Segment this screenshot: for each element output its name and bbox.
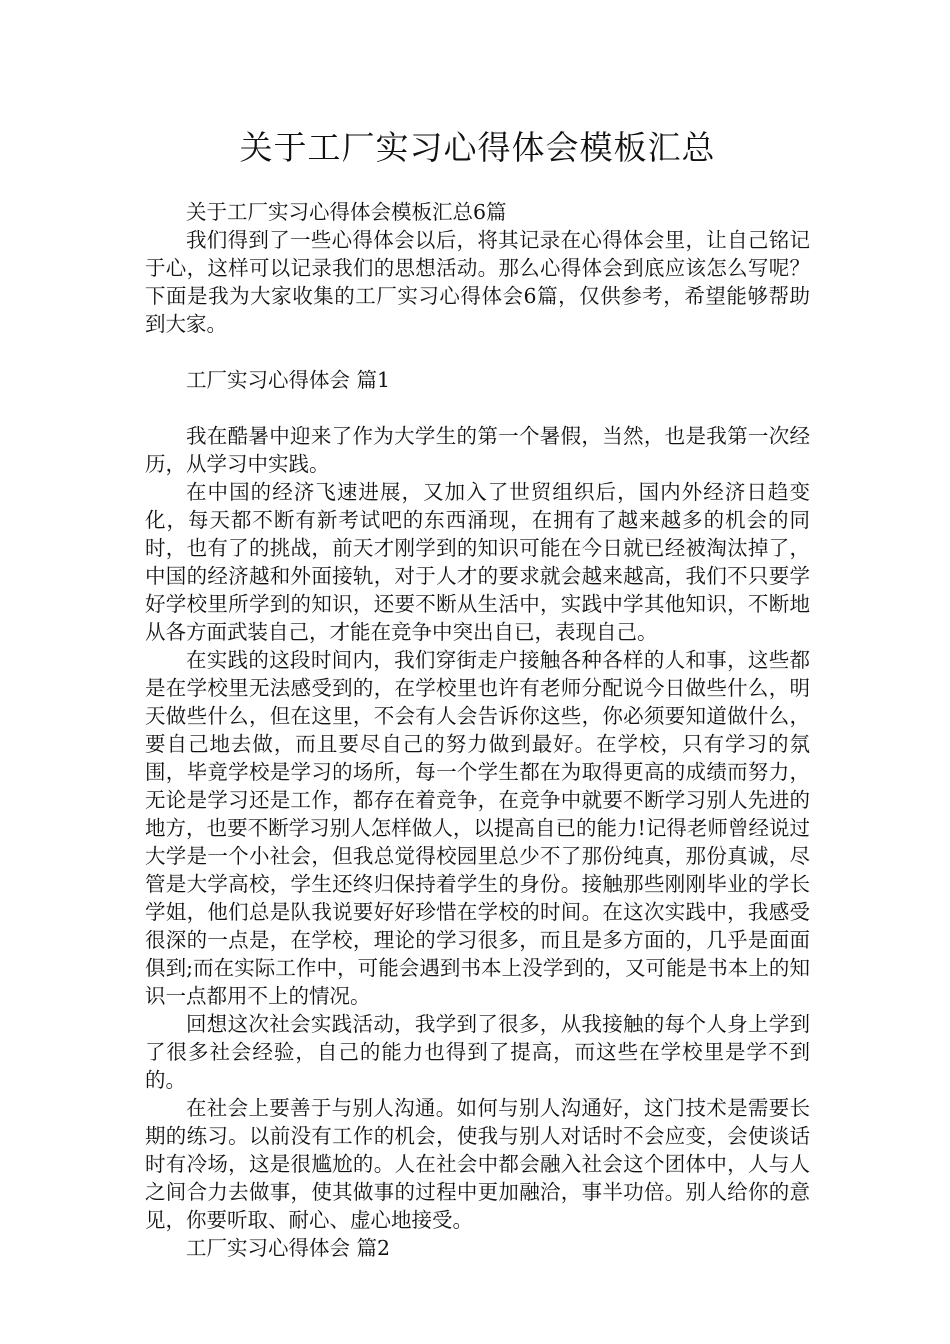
body-paragraph: 回想这次社会实践活动，我学到了很多，从我接触的每个人身上学到了很多社会经验，自己的能力也得到了提高，而这些在学校里是学不到的。 [145, 1012, 810, 1092]
document-subtitle: 关于工厂实习心得体会模板汇总6篇 [186, 200, 507, 224]
intro-paragraph: 我们得到了一些心得体会以后，将其记录在心得体会里，让自己铭记于心，这样可以记录我们的思想活动。那么心得体会到底应该怎么写呢？下面是我为大家收集的工厂实习心得体会6篇，仅供参考，希望能够帮助到大家。 [145, 228, 810, 336]
section-heading-2: 工厂实习心得体会 篇2 [186, 1236, 391, 1260]
body-paragraph: 在社会上要善于与别人沟通。如何与别人沟通好，这门技术是需要长期的练习。以前没有工作的机会，使我与别人对话时不会应变，会使谈话时有冷场，这是很尴尬的。人在社会中都会融入社会这个团体中，人与人之间合力去做事，使其做事的过程中更加融洽，事半功倍。别人给你的意见，你要听取、耐心、虚心地接受。 [145, 1096, 810, 1232]
body-paragraph: 在中国的经济飞速进展，又加入了世贸组织后，国内外经济日趋变化，每天都不断有新考试吧的东西涌现，在拥有了越来越多的机会的同时，也有了的挑战，前天才刚学到的知识可能在今日就已经被淘汰掉了，中国的经济越和外面接轨，对于人才的要求就会越来越高，我们不只要学好学校里所学到的知识，还要不断从生活中，实践中学其他知识，不断地从各方面武装自己，才能在竞争中突出自已，表现自己。 [145, 480, 810, 644]
document-page [145, 118, 810, 1262]
document-title: 关于工厂实习心得体会模板汇总 [239, 128, 716, 167]
body-paragraph: 我在酷暑中迎来了作为大学生的第一个暑假，当然，也是我第一次经历，从学习中实践。 [145, 424, 810, 476]
section-heading-1: 工厂实习心得体会 篇1 [186, 368, 391, 392]
body-paragraph: 在实践的这段时间内，我们穿街走户接触各种各样的人和事，这些都是在学校里无法感受到的，在学校里也许有老师分配说今日做些什么，明天做些什么，但在这里，不会有人会告诉你这些，你必须要知道做什么，要自己地去做，而且要尽自己的努力做到最好。在学校，只有学习的氛围，毕竟学校是学习的场所，每一个学生都在为取得更高的成绩而努力，无论是学习还是工作，都存在着竞争，在竞争中就要不断学习别人先进的地方，也要不断学习别人怎样做人，以提高自已的能力!记得老师曾经说过大学是一个小社会，但我总觉得校园里总少不了那份纯真，那份真诚，尽管是大学高校，学生还终归保持着学生的身份。接触那些刚刚毕业的学长学姐，他们总是队我说要好好珍惜在学校的时间。在这次实践中，我感受很深的一点是，在学校，理论的学习很多，而且是多方面的，几乎是面面俱到;而在实际工作中，可能会遇到书本上没学到的，又可能是书本上的知识一点都用不上的情况。 [145, 648, 810, 1008]
